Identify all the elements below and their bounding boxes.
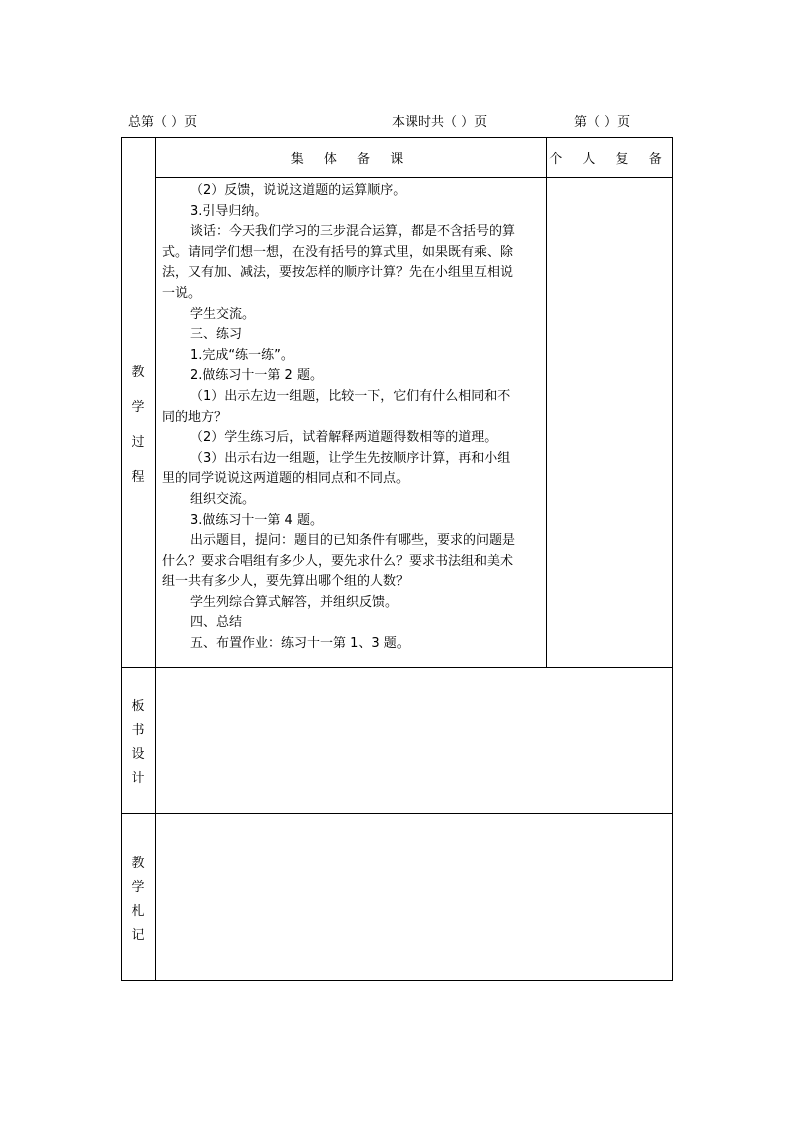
teaching-notes-label: 教 学 札 记 bbox=[131, 855, 145, 943]
process-line: 学生列综合算式解答，并组织反馈。 bbox=[190, 594, 399, 610]
process-line: 学生交流。 bbox=[190, 306, 256, 322]
process-line: 什么？要求合唱组有多少人，要先求什么？要求书法组和美术 bbox=[162, 553, 514, 569]
process-line: 式。请同学们想一想，在没有括号的算式里，如果既有乘、除 bbox=[162, 244, 514, 260]
process-line: （2）反馈，说说这道题的运算顺序。 bbox=[190, 183, 407, 198]
lesson-pages-label: 本课时共（ ）页 bbox=[392, 115, 488, 130]
board-design-label: 板 书 设 计 bbox=[131, 699, 145, 786]
process-line: （1）出示左边一组题，比较一下，它们有什么相同和不 bbox=[190, 388, 511, 404]
process-line: （3）出示右边一组题，让学生先按顺序计算，再和小组 bbox=[190, 450, 511, 466]
process-line: 组一共有多少人，要先算出哪个组的人数？ bbox=[162, 574, 410, 590]
process-line: 谈话：今天我们学习的三步混合运算，都是不含括号的算 bbox=[190, 224, 516, 240]
teaching-process-label: 教 学 过 程 bbox=[131, 364, 145, 485]
process-line: （2）学生练习后，试着解释两道题得数相等的道理。 bbox=[190, 430, 498, 446]
process-line: 1.完成“练一练”。 bbox=[190, 347, 294, 363]
process-line: 3.引导归纳。 bbox=[190, 203, 268, 219]
process-line: 五、布置作业：练习十一第 1、3 题。 bbox=[190, 636, 410, 652]
personal-review-area[interactable] bbox=[547, 178, 672, 667]
process-line: 四、总结 bbox=[190, 615, 243, 631]
process-line: 一说。 bbox=[162, 285, 202, 301]
board-design-area[interactable] bbox=[156, 668, 672, 813]
process-line: 2.做练习十一第 2 题。 bbox=[190, 368, 323, 384]
teaching-notes-area[interactable] bbox=[156, 814, 672, 980]
process-line: 里的同学说说这两道题的相同点和不同点。 bbox=[162, 471, 410, 487]
process-line: 三、练习 bbox=[190, 327, 243, 343]
total-page-label: 总第（ ）页 bbox=[128, 115, 198, 130]
table-border-bottom bbox=[121, 980, 673, 981]
lesson-plan-table bbox=[121, 137, 673, 981]
process-line: 同的地方？ bbox=[162, 409, 228, 425]
process-line: 法，又有加、减法，要按怎样的顺序计算？先在小组里互相说 bbox=[162, 265, 514, 281]
process-line: 出示题目，提问：题目的已知条件有哪些，要求的问题是 bbox=[190, 533, 516, 549]
table-border-right bbox=[672, 137, 673, 981]
collective-prep-header: 集 体 备 课 bbox=[290, 151, 412, 167]
process-line: 3.做练习十一第 4 题。 bbox=[190, 512, 323, 528]
personal-review-header: 个 人 复 备 bbox=[549, 151, 670, 167]
process-line: 组织交流。 bbox=[190, 491, 256, 507]
teaching-process-content bbox=[162, 181, 542, 655]
page-number-label: 第（ ）页 bbox=[574, 115, 631, 130]
